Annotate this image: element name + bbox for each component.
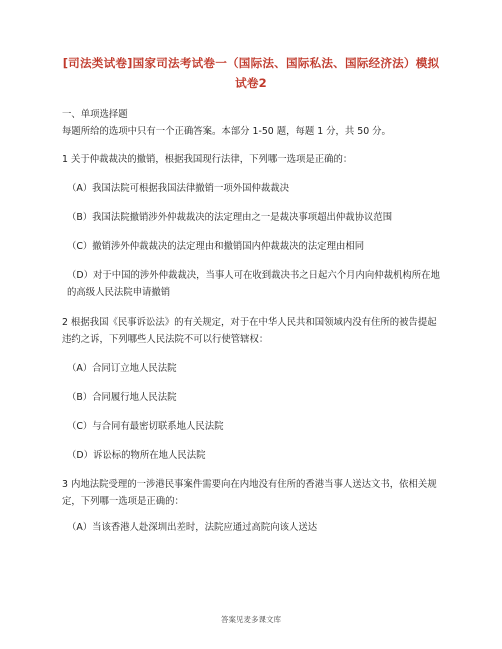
question-1-stem: 1 关于仲裁裁决的撤销，根据我国现行法律，下列哪一选项是正确的：: [62, 154, 353, 165]
question-2-option-d: （D）诉讼标的物所在地人民法院: [67, 450, 206, 461]
question-1-option-b: （B）我国法院撤销涉外仲裁裁决的法定理由之一是裁决事项超出仲裁协议范围: [67, 212, 393, 223]
question-2-option-c: （C）与合同有最密切联系地人民法院: [67, 421, 224, 432]
question-2-option-a: （A）合同订立地人民法院: [67, 363, 177, 374]
question-3-stem: 3 内地法院受理的一涉港民事案件需要向在内地没有住所的香港当事人送达文书，依相关规定，下列哪一选项是正确的：: [62, 479, 437, 507]
instructions: 每题所给的选项中只有一个正确答案。本部分 1-50 题，每题 1 分，共 50 分。: [62, 126, 391, 137]
section-heading: 一、单项选择题: [62, 109, 128, 120]
question-2-stem: 2 根据我国《民事诉讼法》的有关规定，对于在中华人民共和国领域内没有住所的被告提起违约之诉，下列哪些人民法院不可以行使管辖权：: [62, 317, 437, 345]
question-2-option-b: （B）合同履行地人民法院: [67, 392, 177, 403]
question-1-option-a: （A）我国法院可根据我国法律撤销一项外国仲裁裁决: [67, 183, 290, 194]
page-footer: 答案见麦多课文库: [221, 615, 281, 624]
question-1-option-c: （C）撤销涉外仲裁裁决的法定理由和撤销国内仲裁裁决的法定理由相同: [67, 241, 365, 252]
question-1-option-d: （D）对于中国的涉外仲裁裁决，当事人可在收到裁决书之日起六个月内向仲裁机构所在地的高级人民法院申请撤销: [67, 270, 440, 298]
document-title: [司法类试卷]国家司法考试卷一（国际法、国际私法、国际经济法）模拟试卷2: [62, 56, 440, 90]
question-3-option-a: （A）当该香港人赴深圳出差时，法院应通过高院向该人送达: [67, 522, 318, 533]
